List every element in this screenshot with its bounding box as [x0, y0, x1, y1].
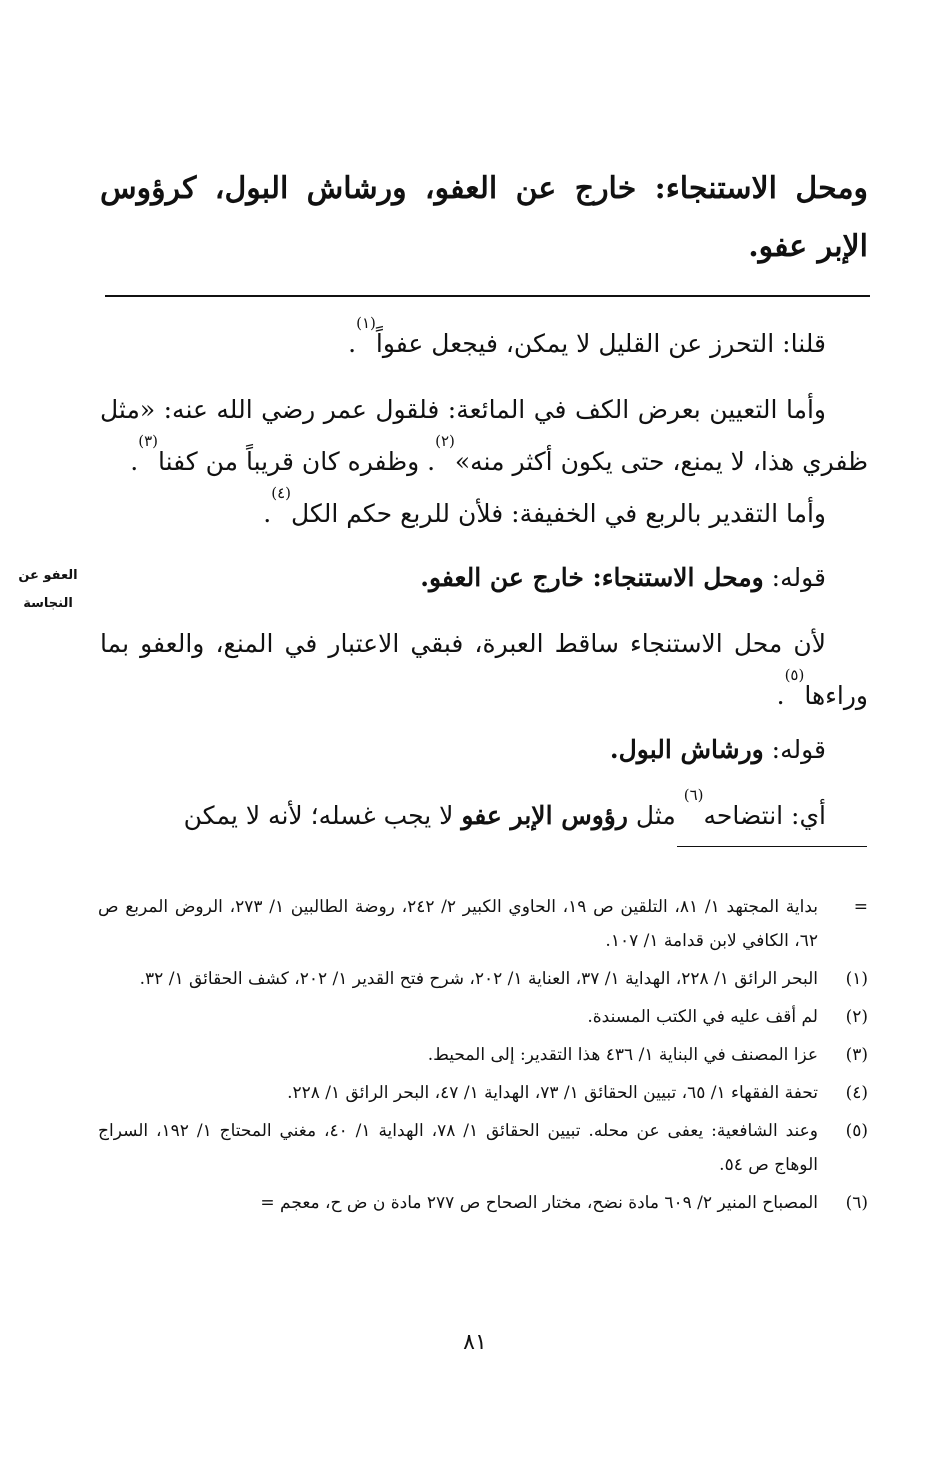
paragraph-5-text: لأن محل الاستنجاء ساقط العبرة، فبقي الاعتبار في المنع، والعفو بما وراءها: [100, 629, 868, 710]
footnote-continued: [98, 890, 868, 958]
footnote-ref-3[interactable]: (٣): [138, 432, 158, 450]
footnote-divider: [677, 846, 867, 847]
paragraph-6-bold: ورشاش البول.: [609, 735, 764, 764]
footnotes: [98, 890, 868, 1224]
paragraph-4-bold: ومحل الاستنجاء: خارج عن العفو.: [420, 563, 764, 592]
paragraph-4: [100, 552, 868, 604]
footnote-text: البحر الرائق ١/ ٢٢٨، الهداية ١/ ٣٧، العناية ١/ ٢٠٢، شرح فتح القدير ١/ ٢٠٢، كشف الحقائق ١/ ٣٢.: [139, 969, 818, 989]
footnote-text: تحفة الفقهاء ١/ ٦٥، تبيين الحقائق ١/ ٧٣، الهداية ١/ ٤٧، البحر الرائق ١/ ٢٢٨.: [287, 1083, 818, 1103]
paragraph-3: وأما التقدير بالربع في الخفيفة: فلأن للربع حكم الكل$^{(٤)}$.: [263, 484, 826, 528]
paragraph-4-prefix: قوله:: [763, 563, 826, 592]
paragraph-1: قلنا: التحرز عن القليل لا يمكن، فيجعل عفواً$^{(١)}$.: [348, 314, 826, 358]
paragraph-7-bold: رؤوس الإبر عفو: [461, 801, 628, 830]
footnote-ref-4[interactable]: (٤): [271, 484, 291, 502]
footnote-text: لم أقف عليه في الكتب المسندة.: [587, 1007, 818, 1027]
footnote-number: (٣): [845, 1045, 868, 1065]
paragraph-1-text: قلنا: التحرز عن القليل لا يمكن، فيجعل عفواً: [375, 329, 826, 358]
paragraph-7-text-b: مثل: [627, 801, 684, 830]
footnote-text: عزا المصنف في البناية ١/ ٤٣٦ هذا التقدير: إلى المحيط.: [427, 1045, 818, 1065]
footnote-6: [98, 1186, 868, 1220]
paragraph-5: لأن محل الاستنجاء ساقط العبرة، فبقي الاعتبار في المنع، والعفو بما وراءها$^{(٥)}$.: [100, 629, 868, 710]
footnote-ref-6[interactable]: (٦): [683, 786, 704, 804]
paragraph-7-text-a: أي: انتضاحه: [703, 801, 826, 830]
footnote-text: بداية المجتهد ١/ ٨١، التلقين ص ١٩، الحاوي الكبير ٢/ ٢٤٢، روضة الطالبين ١/ ٢٧٣، الروض المربع ص ٦٢، الكافي لابن قدامة ١/ ١٠٧.: [98, 897, 818, 951]
footnote-number: =: [853, 897, 868, 917]
footnote-ref-1[interactable]: (١): [356, 314, 376, 332]
footnote-5: [98, 1114, 868, 1182]
paragraph-2: وأما التعيين بعرض الكف في المائعة: فلقول عمر رضي الله عنه: «مثل ظفري هذا، لا يمنع، حتى يكون أكثر منه»$^{(٢)}$. وظفره كان قريباً من كفنا$^{(٣)}$.: [100, 395, 868, 476]
footnote-number: (١): [845, 969, 868, 989]
footnote-number: (٦): [845, 1193, 868, 1213]
footnote-1: [98, 962, 868, 996]
footnote-number: (٢): [845, 1007, 868, 1027]
paragraph-7: [100, 786, 868, 842]
footnote-ref-5[interactable]: (٥): [784, 666, 805, 684]
footnote-3: [98, 1038, 868, 1072]
paragraph-2-text-b: . وظفره كان قريباً من كفنا: [158, 447, 436, 476]
footnote-number: (٥): [845, 1121, 868, 1141]
footnote-ref-2[interactable]: (٢): [435, 432, 455, 450]
footnote-text: المصباح المنير ٢/ ٦٠٩ مادة نضح، مختار الصحاح ص ٢٧٧ مادة ن ض ح، معجم =: [260, 1193, 818, 1213]
heading-divider: [105, 295, 870, 297]
main-heading: ومحل الاستنجاء: خارج عن العفو، ورشاش البول، كرؤوس الإبر عفو.: [100, 171, 868, 264]
paragraph-6-prefix: قوله:: [763, 735, 826, 764]
page-number: ٨١: [463, 1330, 487, 1355]
paragraph-7-text-c: لا يجب غسله؛ لأنه لا يمكن: [183, 801, 462, 830]
footnote-2: [98, 1000, 868, 1034]
footnote-4: [98, 1076, 868, 1110]
footnote-number: (٤): [845, 1083, 868, 1103]
margin-note: العفو عن النجاسة: [18, 568, 78, 611]
paragraph-6: [100, 724, 868, 776]
paragraph-2-text-a: وأما التعيين بعرض الكف في المائعة: فلقول عمر رضي الله عنه: «مثل ظفري هذا، لا يمنع، حتى يكون أكثر منه»: [100, 395, 868, 476]
paragraph-3-text: وأما التقدير بالربع في الخفيفة: فلأن للربع حكم الكل: [290, 499, 826, 528]
footnote-text: وعند الشافعية: يعفى عن محله. تبيين الحقائق ١/ ٧٨، الهداية ١/ ٤٠، مغني المحتاج ١/ ١٩٢، السراج الوهاج ص ٥٤.: [98, 1121, 818, 1175]
